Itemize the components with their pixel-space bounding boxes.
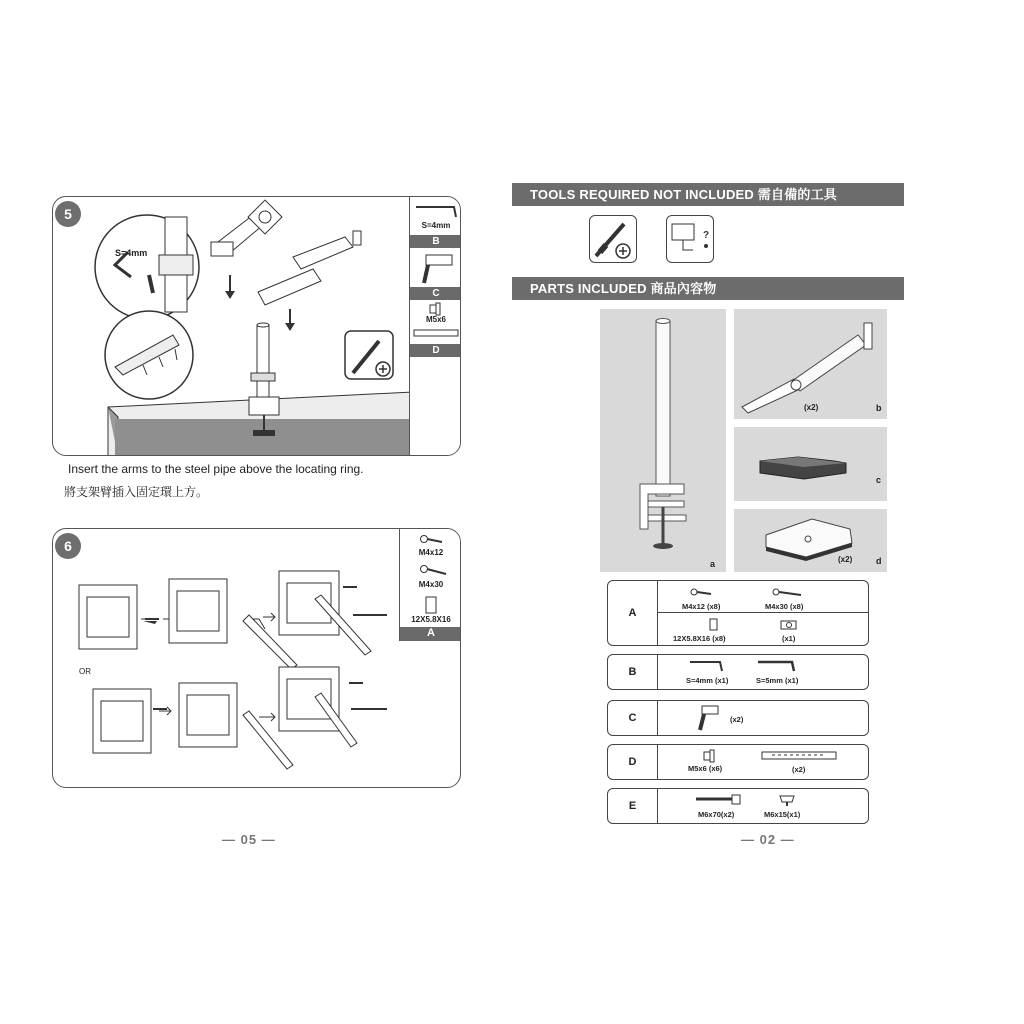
part-clip-qty: (x1) <box>782 634 796 643</box>
hex-wrench-icon <box>412 201 461 221</box>
mount-plate-image <box>734 509 887 572</box>
wrench-callout: S=4mm <box>115 248 148 258</box>
screw-m4x30-icon <box>402 563 461 577</box>
parts-row-d <box>607 744 869 780</box>
small-screw-icon <box>412 302 461 316</box>
m4x12-label: M4x12 <box>418 548 444 557</box>
clamp-lever-icon <box>412 251 461 289</box>
photo-b-qty: (x2) <box>804 403 819 412</box>
hex-wrench-4mm-icon <box>688 659 728 673</box>
part-photo-c <box>734 427 887 501</box>
collar-ring-image <box>734 427 887 501</box>
side-label-d: D <box>410 344 461 357</box>
side-label-c: C <box>410 287 461 300</box>
step5-illustration <box>53 197 413 455</box>
step5-panel <box>52 196 461 456</box>
photo-a-letter: a <box>710 559 716 569</box>
step6-parts-column <box>399 529 461 641</box>
monitor-tool-box <box>666 215 714 263</box>
screw-m4x12-icon <box>689 587 719 599</box>
pole-clamp-image <box>600 309 726 572</box>
step5-caption-en: Insert the arms to the steel pipe above the locating ring. <box>68 462 364 476</box>
screw-m4x30-icon <box>771 587 811 599</box>
part-wrench-5mm: S=5mm (x1) <box>756 676 799 685</box>
photo-d-qty: (x2) <box>838 555 853 564</box>
row-d-letter: D <box>608 745 658 779</box>
screwdriver-icon <box>590 216 636 262</box>
row-e-letter: E <box>608 789 658 823</box>
parts-row-a <box>607 580 869 646</box>
wrench-label: S=4mm <box>421 221 451 230</box>
parts-included-header: PARTS INCLUDED 商品內容物 <box>512 277 904 300</box>
mount-bar-icon <box>760 750 840 762</box>
side-label-a: A <box>400 627 461 641</box>
row-c-letter: C <box>608 701 658 735</box>
m4x30-label: M4x30 <box>418 580 444 589</box>
screwdriver-tool-box <box>589 215 637 263</box>
part-photo-d <box>734 509 887 572</box>
part-photo-b <box>734 309 887 419</box>
parts-row-e <box>607 788 869 824</box>
parts-row-c <box>607 700 869 736</box>
row-a-letter: A <box>608 581 658 645</box>
spacer-icon <box>402 595 461 615</box>
right-page-number: — 02 — <box>741 832 795 847</box>
small-screw-icon <box>701 749 717 763</box>
side-label-b: B <box>410 235 461 248</box>
or-label: OR <box>79 667 91 676</box>
part-photo-a <box>600 309 726 572</box>
part-bar-qty: (x2) <box>792 765 806 774</box>
monitor-question-icon <box>667 216 713 262</box>
part-m6x15: M6x15(x1) <box>764 810 801 819</box>
screw-m4x12-icon <box>402 533 461 545</box>
photo-d-letter: d <box>876 556 882 566</box>
part-lever-qty: (x2) <box>730 715 744 724</box>
mount-bar-icon <box>412 328 461 338</box>
part-m6x70: M6x70(x2) <box>698 810 735 819</box>
bolt-m6x15-icon <box>776 792 798 808</box>
tools-required-header: TOOLS REQUIRED NOT INCLUDED 需自備的工具 <box>512 183 904 206</box>
row-a-divider <box>658 612 868 613</box>
clamp-lever-icon <box>692 704 722 734</box>
photo-c-letter: c <box>876 475 882 485</box>
part-spacer: 12X5.8X16 (x8) <box>673 634 726 643</box>
step6-panel <box>52 528 461 788</box>
step6-illustration <box>53 529 398 787</box>
part-m5x6: M5x6 (x6) <box>688 764 723 773</box>
step5-parts-column <box>409 197 461 456</box>
screw-label: M5x6 <box>425 315 446 324</box>
part-m4x12: M4x12 (x8) <box>682 602 721 611</box>
row-b-letter: B <box>608 655 658 689</box>
spacer-label: 12X5.8X16 <box>411 615 451 624</box>
part-m4x30: M4x30 (x8) <box>765 602 804 611</box>
left-page-number: — 05 — <box>222 832 276 847</box>
step5-number: 5 <box>55 201 81 227</box>
svg-text:?: ? <box>703 230 710 241</box>
photo-b-letter: b <box>876 403 882 413</box>
spacer-icon <box>708 618 720 632</box>
part-wrench-4mm: S=4mm (x1) <box>686 676 729 685</box>
parts-row-b <box>607 654 869 690</box>
bolt-m6x70-icon <box>694 794 744 806</box>
step5-caption-zh: 將支架臂插入固定環上方。 <box>64 485 209 499</box>
hex-wrench-5mm-icon <box>756 659 800 673</box>
clip-icon <box>778 617 800 633</box>
step6-number: 6 <box>55 533 81 559</box>
